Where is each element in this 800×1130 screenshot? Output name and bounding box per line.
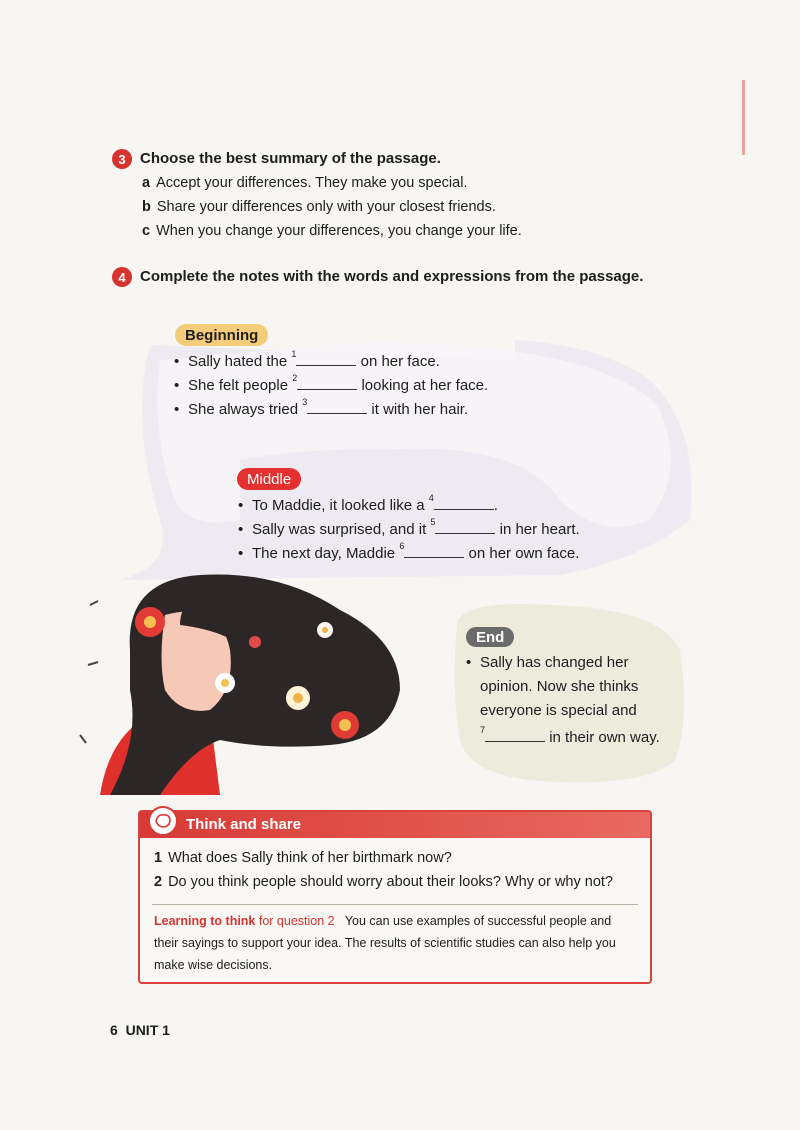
end-note-line-4: [480, 727, 660, 746]
note-text: Sally hated the: [188, 353, 288, 370]
note-text: Sally was surprised, and it: [252, 521, 427, 538]
answer-blank[interactable]: [297, 375, 357, 390]
note-text: To Maddie, it looked like a: [252, 497, 425, 514]
option-letter: a: [142, 175, 151, 191]
beginning-tag: Beginning: [175, 324, 268, 346]
brain-icon: [146, 804, 180, 838]
answer-blank[interactable]: [296, 351, 356, 366]
note-text: The next day, Maddie: [252, 545, 396, 562]
answer-blank[interactable]: [435, 519, 495, 534]
note-text: .: [493, 497, 498, 514]
blank-number: 5: [430, 517, 436, 527]
option-text: When you change your differences, you change your life.: [156, 223, 522, 239]
divider: [152, 904, 638, 905]
note-text: She felt people: [188, 377, 289, 394]
learning-for: for question 2: [258, 914, 335, 928]
blank-number: 2: [292, 373, 298, 383]
page-number: 6: [110, 1022, 118, 1038]
note-text: She always tried: [188, 401, 299, 418]
think-share-title: Think and share: [186, 816, 302, 833]
blank-number: 4: [428, 493, 434, 503]
think-share-box: [138, 810, 652, 984]
question-text: Do you think people should worry about their looks? Why or why not?: [168, 874, 613, 890]
beginning-note-3: • She always tried $^3$ it with her hair.: [174, 397, 469, 418]
blank-number: 6: [399, 541, 405, 551]
option-text: Accept your differences. They make you special.: [156, 175, 468, 191]
answer-blank[interactable]: [485, 727, 545, 742]
question-4-title: Complete the notes with the words and expressions from the passage.: [140, 268, 644, 285]
middle-note-6: • The next day, Maddie $^6$ on her own face.: [238, 541, 580, 562]
middle-tag: Middle: [237, 468, 301, 490]
note-text: Sally has changed her: [480, 654, 629, 671]
note-text: looking at her face.: [361, 377, 489, 394]
answer-blank[interactable]: [404, 543, 464, 558]
answer-blank[interactable]: [307, 399, 367, 414]
learning-label: Learning to think: [154, 914, 256, 928]
option-text: Share your differences only with your closest friends.: [156, 199, 496, 215]
beginning-note-1: • Sally hated the $^1$ on her face.: [174, 349, 440, 370]
answer-blank[interactable]: [434, 495, 494, 510]
middle-note-5: • Sally was surprised, and it $^5$ in her heart.: [238, 517, 580, 538]
question-number: 2: [154, 874, 163, 890]
think-share-question-1: [154, 850, 452, 866]
note-text: it with her hair.: [371, 401, 469, 418]
note-text: in her heart.: [499, 521, 580, 538]
note-text: in their own way.: [549, 729, 660, 746]
question-3-number: 3: [112, 149, 132, 169]
middle-note-4: • To Maddie, it looked like a $^4$ .: [238, 493, 498, 514]
think-share-question-2: [154, 874, 613, 890]
blank-number: 1: [291, 349, 297, 359]
option-letter: c: [142, 223, 151, 239]
learning-to-think: [154, 910, 634, 976]
unit-label: UNIT 1: [125, 1022, 170, 1038]
page-footer: [110, 1022, 170, 1038]
option-letter: b: [142, 199, 151, 215]
note-text: on her face.: [360, 353, 440, 370]
end-note-line-3: everyone is special and: [480, 702, 637, 719]
learning-text: You can use examples of successful people and their sayings to support your idea. The results of scientific studies can also help you make wise decisions.: [154, 914, 616, 972]
beginning-note-2: • She felt people $^2$ looking at her face.: [174, 373, 489, 394]
note-text: on her own face.: [468, 545, 580, 562]
question-4-number: 4: [112, 267, 132, 287]
end-note-line-2: opinion. Now she thinks: [480, 678, 639, 695]
question-3-title: Choose the best summary of the passage.: [140, 150, 441, 167]
end-tag: End: [466, 627, 514, 647]
girl-illustration: [70, 570, 420, 795]
blank-number: 3: [302, 397, 308, 407]
question-number: 1: [154, 850, 163, 866]
question-text: What does Sally think of her birthmark now?: [168, 850, 452, 866]
end-note-line-1: • Sally has changed her: [466, 654, 629, 671]
blank-number: 7: [480, 725, 486, 735]
